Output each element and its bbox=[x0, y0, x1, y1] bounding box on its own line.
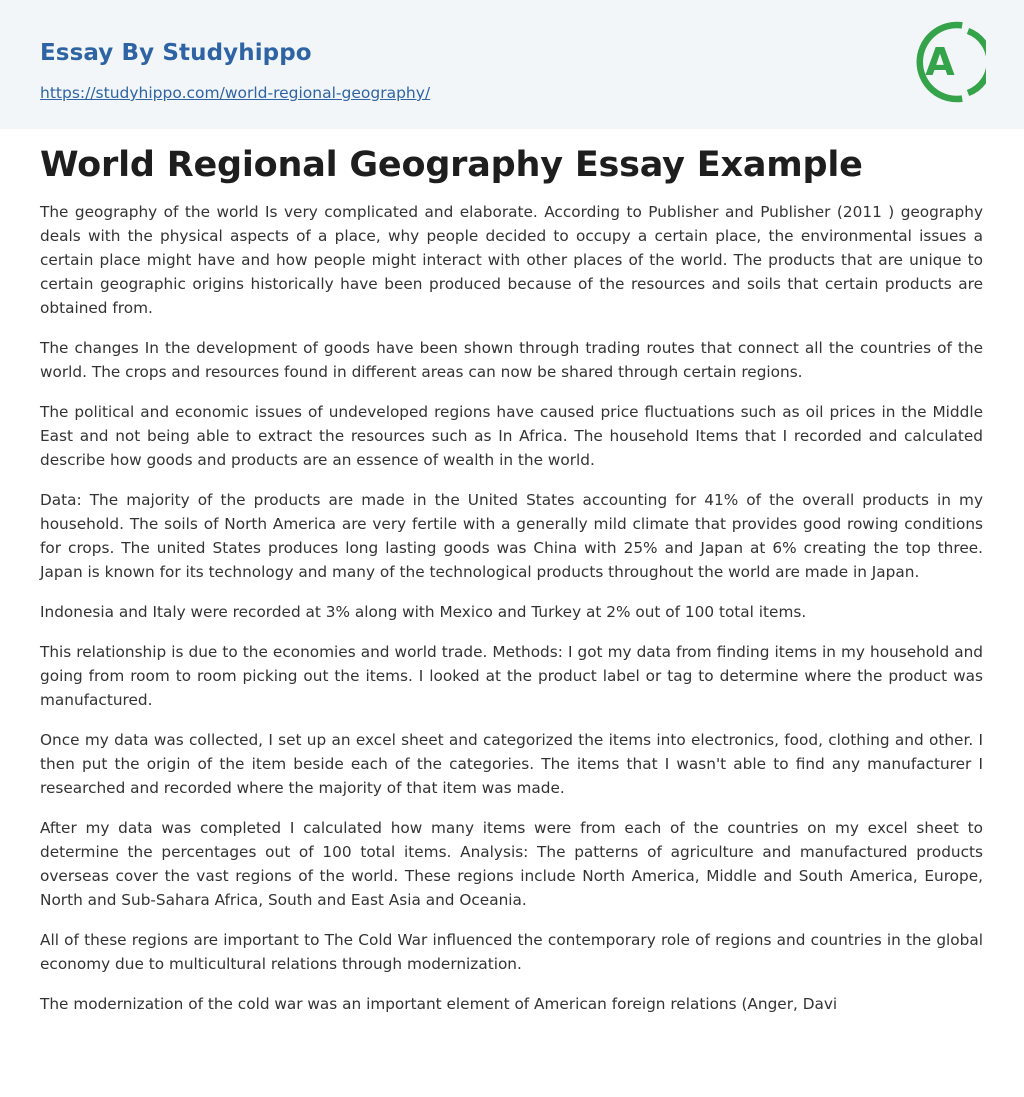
brand-title[interactable]: Essay By Studyhippo bbox=[40, 40, 312, 66]
studyhippo-logo-icon[interactable] bbox=[912, 19, 986, 105]
essay-body bbox=[40, 200, 983, 1032]
source-url-link[interactable]: https://studyhippo.com/world-regional-geography/ bbox=[40, 84, 431, 102]
essay-paragraph: After my data was completed I calculated how many items were from each of the countries on my excel sheet to determine the percentages out of 100 total items. Analysis: The patterns of agriculture and manufactured products overseas cover the vast regions of the world. These regions include North America, Middle and South America, Europe, North and Sub-Sahara Africa, South and East Asia and Oceania. bbox=[40, 819, 983, 909]
essay-paragraph: The changes In the development of goods have been shown through trading routes that connect all the countries of the world. The crops and resources found in different areas can now be shared through certain regions. bbox=[40, 339, 983, 381]
site-header bbox=[0, 0, 1024, 129]
essay-paragraph: Once my data was collected, I set up an excel sheet and categorized the items into electronics, food, clothing and other. I then put the origin of the item beside each of the categories. The items that I wasn't able to find any manufacturer I researched and recorded where the majority of that item was made. bbox=[40, 731, 983, 797]
essay-paragraph: The political and economic issues of undeveloped regions have caused price fluctuations such as oil prices in the Middle East and not being able to extract the resources such as In Africa. The household Items that I recorded and calculated describe how goods and products are an essence of wealth in the world. bbox=[40, 403, 983, 469]
essay-paragraph: All of these regions are important to The Cold War influenced the contemporary role of regions and countries in the global economy due to multicultural relations through modernization. bbox=[40, 931, 983, 973]
essay-paragraph: This relationship is due to the economies and world trade. Methods: I got my data from finding items in my household and going from room to room picking out the items. I looked at the product label or tag to determine where the product was manufactured. bbox=[40, 643, 983, 709]
essay-paragraph: The geography of the world Is very complicated and elaborate. According to Publisher and Publisher (2011 ) geography deals with the physical aspects of a place, why people decided to occupy a certain place, the environmental issues a certain place might have and how people might interact with other places of the world. The products that are unique to certain geographic origins historically have been produced because of the resources and soils that certain products are obtained from. bbox=[40, 203, 983, 317]
page-title: World Regional Geography Essay Example bbox=[40, 145, 863, 185]
essay-paragraph: Indonesia and Italy were recorded at 3% along with Mexico and Turkey at 2% out of 100 total items. bbox=[40, 603, 807, 621]
logo-letter: A bbox=[925, 40, 955, 84]
essay-paragraph: The modernization of the cold war was an important element of American foreign relations (Anger, Davi bbox=[40, 995, 838, 1013]
essay-paragraph: Data: The majority of the products are made in the United States accounting for 41% of the overall products in my household. The soils of North America are very fertile with a generally mild climate that provides good rowing conditions for crops. The united States produces long lasting goods was China with 25% and Japan at 6% creating the top three. Japan is known for its technology and many of the technological products throughout the world are made in Japan. bbox=[40, 491, 983, 581]
